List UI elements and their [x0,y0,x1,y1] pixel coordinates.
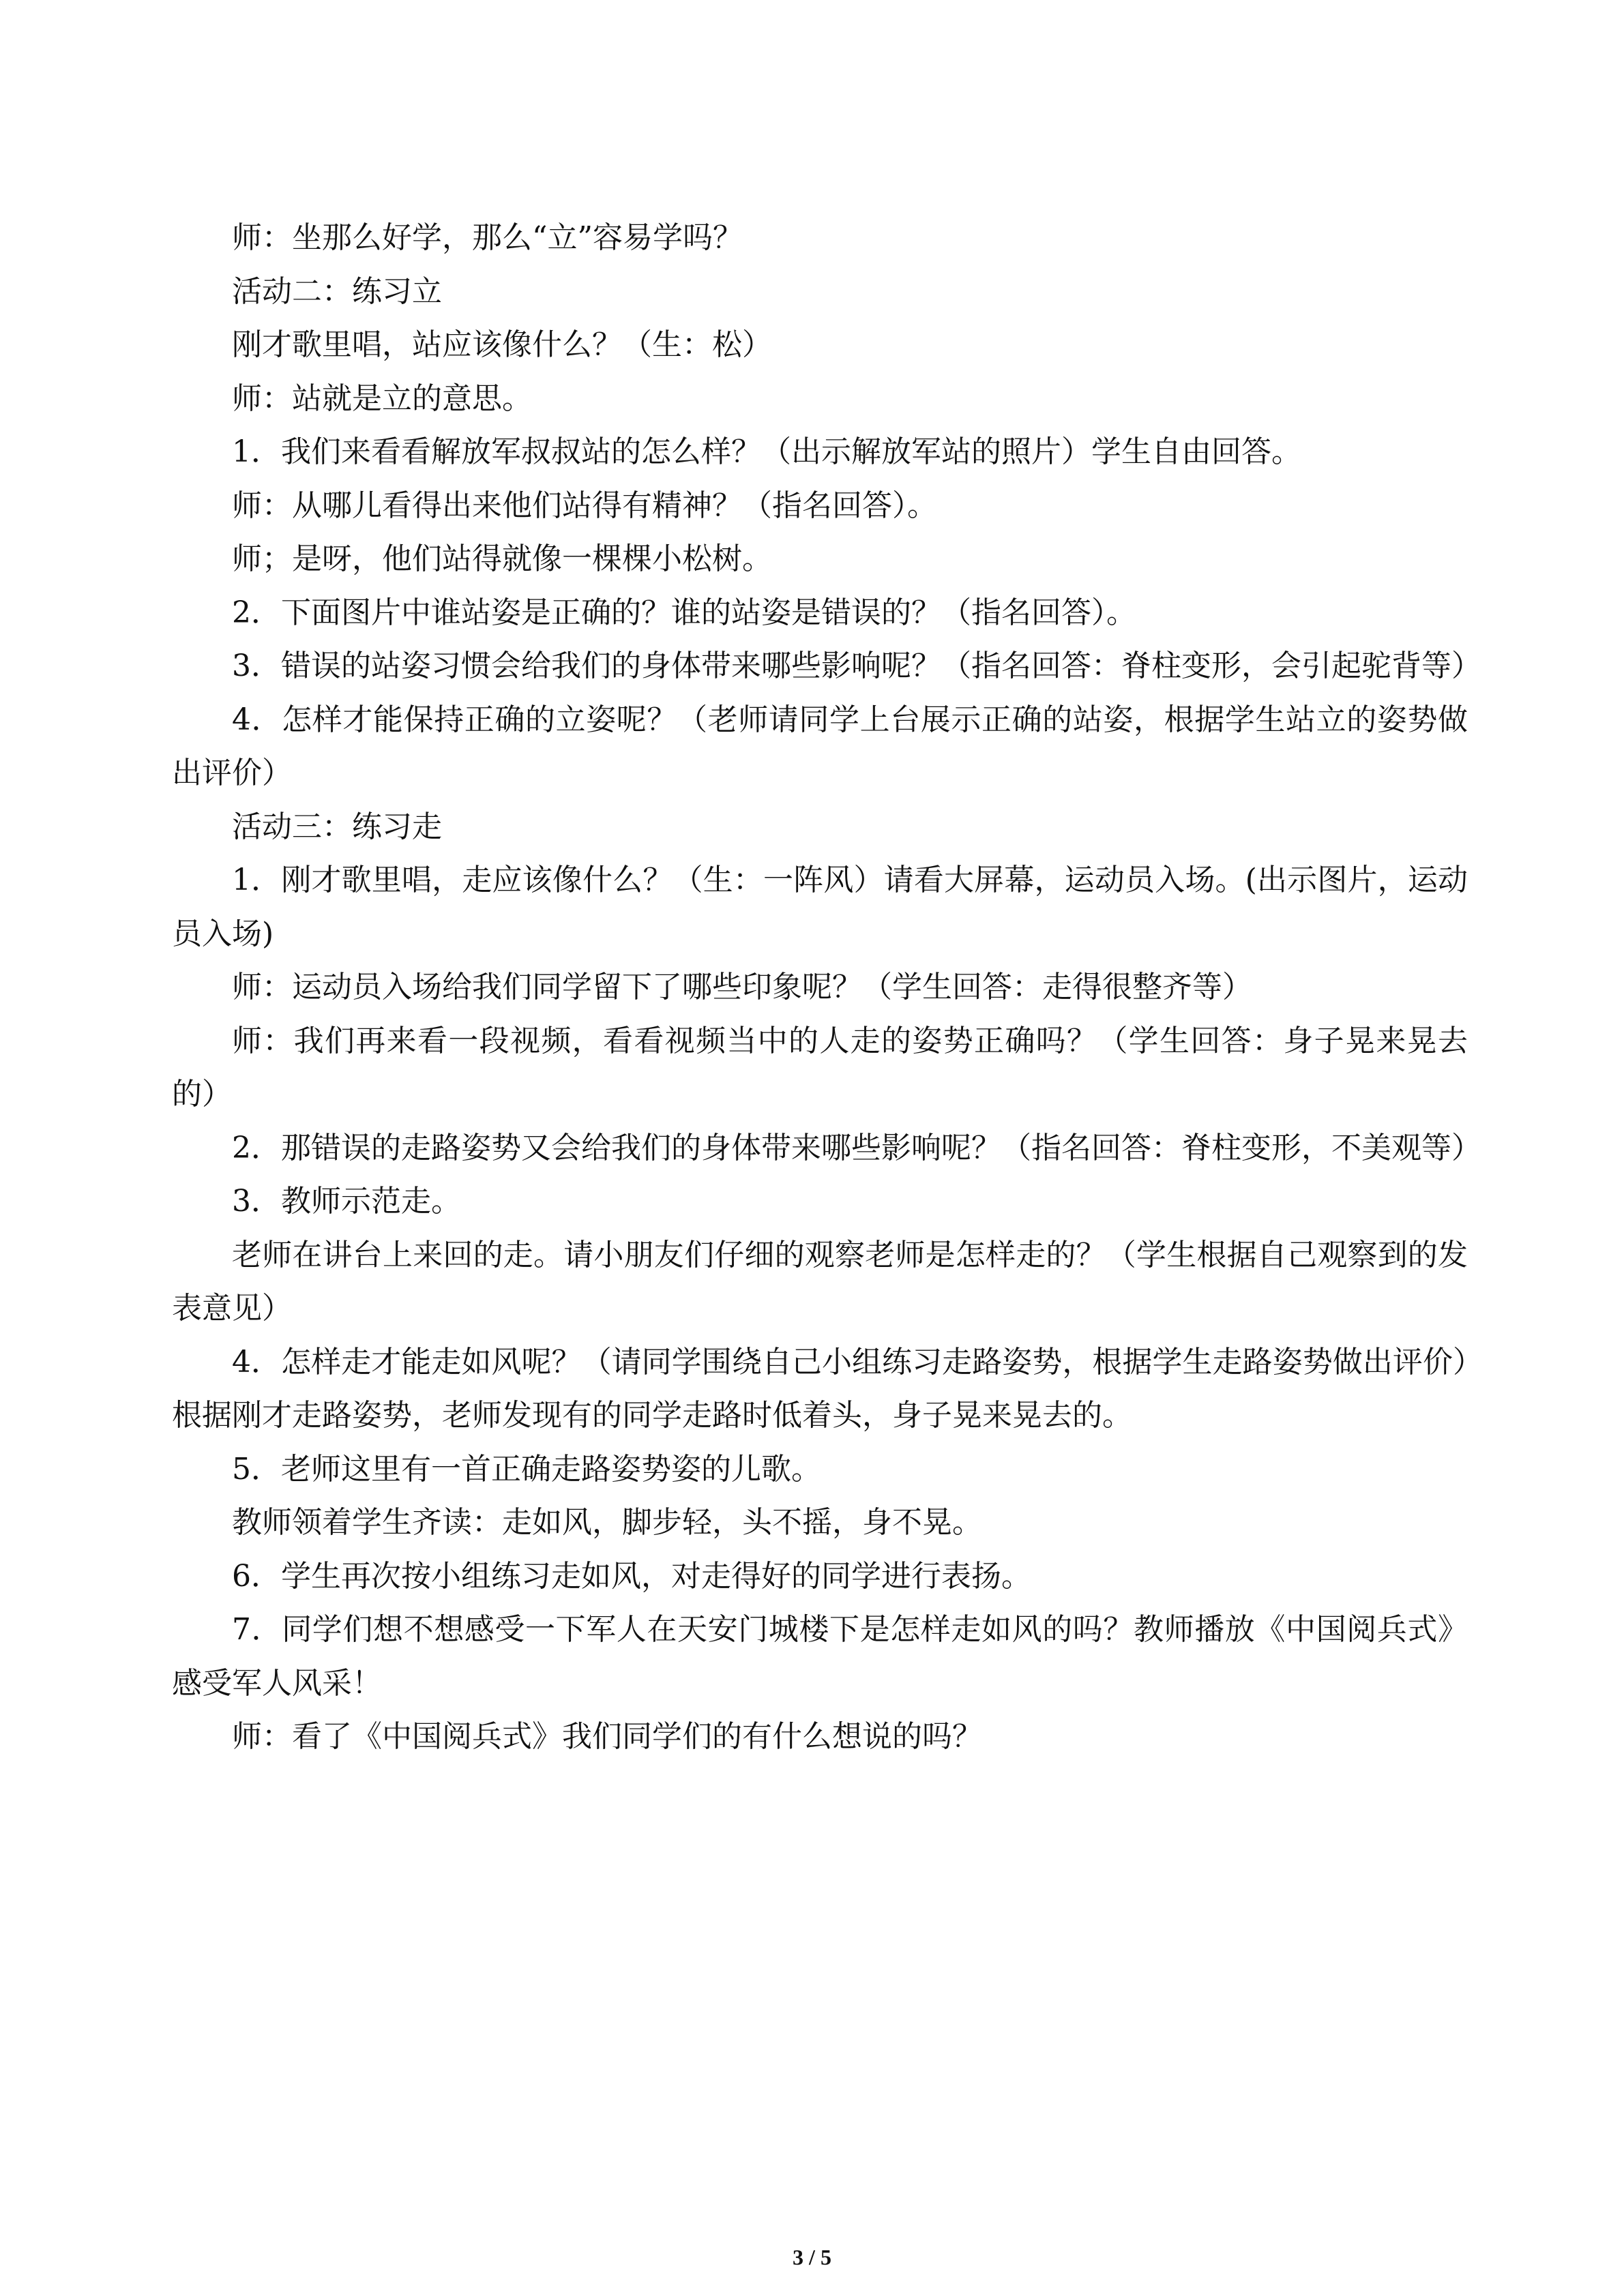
paragraph: 师：看了《中国阅兵式》我们同学们的有什么想说的吗？ [232,1719,982,1754]
paragraph: 7．同学们想不想感受一下军人在天安门城楼下是怎样走如风的吗？教师播放《中国阅兵式》感受军人风采！ [172,1612,1468,1701]
paragraph: 师：站就是立的意思。 [232,381,532,416]
paragraph: 6．学生再次按小组练习走如风，对走得好的同学进行表扬。 [232,1558,1031,1594]
paragraph: 4．怎样走才能走如风呢？（请同学围绕自己小组练习走路姿势，根据学生走路姿势做出评价）根据刚才走路姿势，老师发现有的同学走路时低着头，身子晃来晃去的。 [172,1344,1468,1433]
section-heading: 活动三：练习走 [232,809,442,844]
paragraph: 5．老师这里有一首正确走路姿势姿的儿歌。 [232,1451,821,1487]
paragraph: 1．刚才歌里唱，走应该像什么？（生：一阵风）请看大屏幕，运动员入场。(出示图片，运动员入场) [172,863,1468,951]
section-heading: 活动二：练习立 [232,273,442,309]
paragraph: 1．我们来看看解放军叔叔站的怎么样？（出示解放军站的照片）学生自由回答。 [232,434,1301,469]
page-number: 3 / 5 [793,2245,831,2269]
paragraph: 师；是呀，他们站得就像一棵棵小松树。 [232,541,772,576]
paragraph: 师：我们再来看一段视频，看看视频当中的人走的姿势正确吗？（学生回答：身子晃来晃去的） [172,1023,1468,1112]
paragraph: 刚才歌里唱，站应该像什么？（生：松） [232,327,772,362]
paragraph: 3．错误的站姿习惯会给我们的身体带来哪些影响呢？（指名回答：脊柱变形，会引起驼背等） [232,648,1481,683]
paragraph: 教师领着学生齐读：走如风，脚步轻，头不摇，身不晃。 [232,1505,982,1540]
paragraph: 师：坐那么好学，那么“立”容易学吗？ [232,220,743,255]
paragraph: 2．那错误的走路姿势又会给我们的身体带来哪些影响呢？（指名回答：脊柱变形，不美观等） [232,1130,1481,1165]
paragraph: 老师在讲台上来回的走。请小朋友们仔细的观察老师是怎样走的？（学生根据自己观察到的发表意见） [172,1237,1468,1326]
paragraph: 师：运动员入场给我们同学留下了哪些印象呢？（学生回答：走得很整齐等） [232,970,1252,1004]
paragraph: 4．怎样才能保持正确的立姿呢？（老师请同学上台展示正确的站姿，根据学生站立的姿势做出评价） [172,702,1468,790]
document-body [172,211,1481,1764]
paragraph: 2．下面图片中谁站姿是正确的？谁的站姿是错误的？（指名回答）。 [232,595,1136,630]
paragraph: 3．教师示范走。 [232,1184,461,1219]
paragraph: 师：从哪儿看得出来他们站得有精神？（指名回答）。 [232,488,937,523]
